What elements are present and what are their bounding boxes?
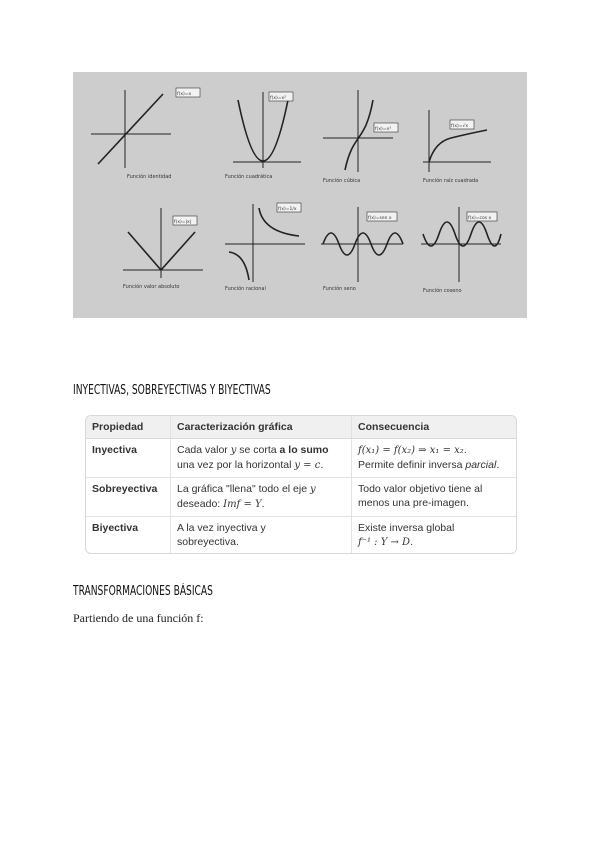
properties-table [85,415,517,554]
graph-caption: Función cúbica [323,178,361,184]
graph-tag: f(x)=√x [451,124,469,129]
graph-caption: Función identidad [127,174,172,180]
intro-text: Partiendo de una función f: [73,611,204,625]
section-title-injective: INYECTIVAS, SOBREYECTIVAS Y BIYECTIVAS [73,383,271,398]
graph-caption: Función valor absoluto [123,284,180,290]
graph-tag: f(x)=sen x [368,216,392,221]
row-property: Inyectiva [86,439,171,478]
row-consequence: Todo valor objetivo tiene al menos una pre-imagen. [352,478,517,517]
function-graphs-photo [73,72,527,318]
row-property: Sobreyectiva [86,478,171,517]
graph-tag: f(x)=1/x [278,207,297,212]
row-consequence: f(x₁) = f(x₂) ⇒ x₁ = x₂. Permite definir inversa parcial. [352,439,517,478]
row-characterization: La gráfica "llena" todo el eje y deseado: Imf = Y. [171,478,352,517]
row-characterization: A la vez inyectiva y sobreyectiva. [171,517,352,555]
graph-tag: f(x)=x³ [375,127,391,132]
graph-caption: Función racional [225,286,266,292]
graph-tag: f(x)=cos x [468,216,492,221]
row-consequence: Existe inversa global f⁻¹ : Y → D. [352,517,517,555]
row-property: Biyectiva [86,517,171,555]
col-header: Consecuencia [352,416,517,439]
table-row [86,439,516,478]
graph-caption: Función raíz cuadrada [423,178,479,184]
col-header: Caracterización gráfica [171,416,352,439]
graph-tag: f(x)=|x| [174,220,192,225]
table-row [86,517,516,555]
section-title-transformations: TRANSFORMACIONES BÁSICAS [73,584,213,599]
table-row [86,478,516,517]
graph-caption: Función seno [323,286,356,292]
graph-caption: Función cuadrática [225,174,273,180]
col-header: Propiedad [86,416,171,439]
graph-caption: Función coseno [423,288,462,294]
row-characterization: Cada valor y se corta a lo sumo una vez por la horizontal y = c. [171,439,352,478]
graph-tag: f(x)=x² [270,96,286,101]
graph-tag: f(x)=x [177,92,192,97]
